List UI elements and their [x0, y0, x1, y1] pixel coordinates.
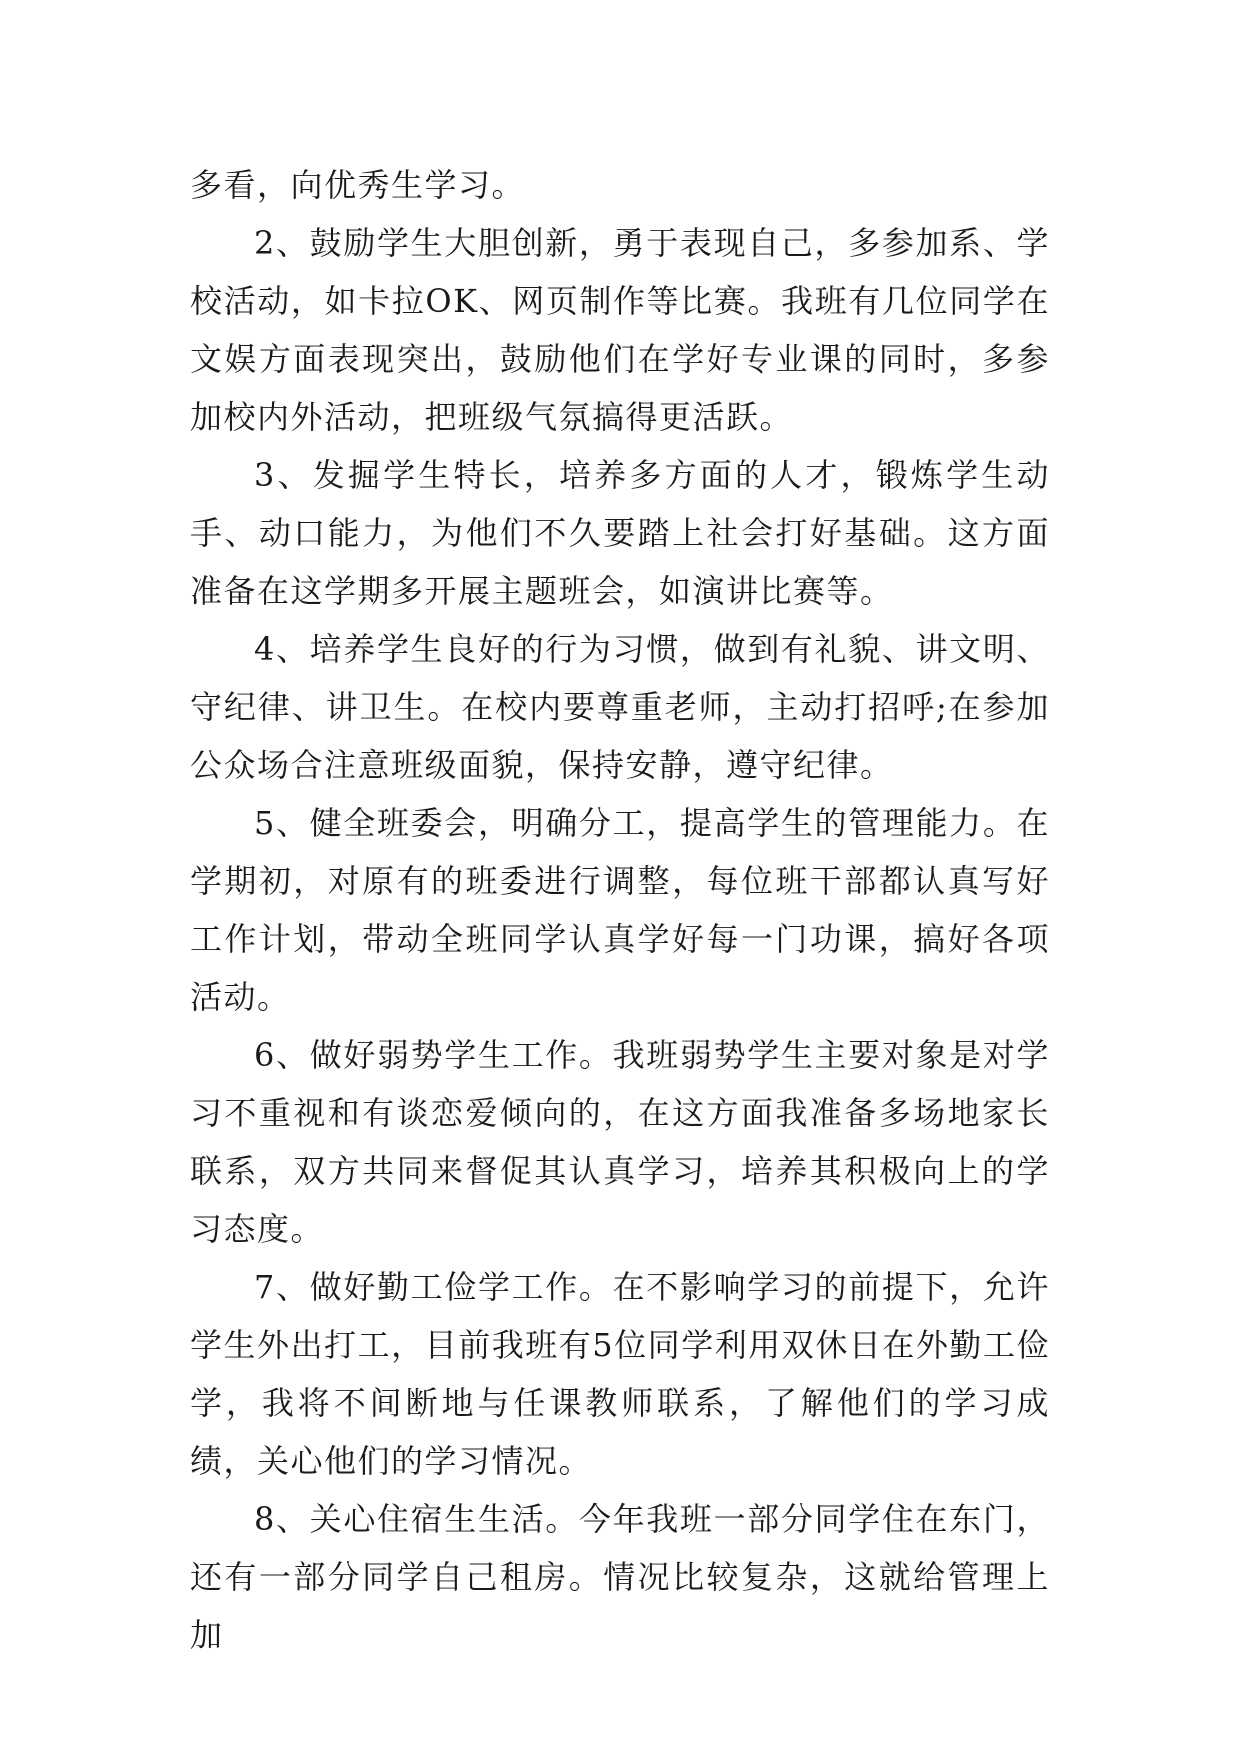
- document-body: [190, 156, 1050, 1664]
- paragraph-item-8: 8、关心住宿生生活。今年我班一部分同学住在东门，还有一部分同学自己租房。情况比较复杂，这就给管理上加: [190, 1500, 1050, 1654]
- paragraph-continuation: 多看，向优秀生学习。: [190, 166, 526, 204]
- paragraph-item-6: 6、做好弱势学生工作。我班弱势学生主要对象是对学习不重视和有谈恋爱倾向的，在这方面我准备多场地家长联系，双方共同来督促其认真学习，培养其积极向上的学习态度。: [190, 1036, 1050, 1248]
- paragraph-item-5: 5、健全班委会，明确分工，提高学生的管理能力。在学期初，对原有的班委进行调整，每位班干部都认真写好工作计划，带动全班同学认真学好每一门功课，搞好各项活动。: [190, 804, 1050, 1016]
- paragraph-item-2: 2、鼓励学生大胆创新，勇于表现自己，多参加系、学校活动，如卡拉OK、网页制作等比赛。我班有几位同学在文娱方面表现突出，鼓励他们在学好专业课的同时，多参加校内外活动，把班级气氛搞得更活跃。: [190, 224, 1050, 436]
- paragraph-item-3: 3、发掘学生特长，培养多方面的人才，锻炼学生动手、动口能力，为他们不久要踏上社会打好基础。这方面准备在这学期多开展主题班会，如演讲比赛等。: [190, 456, 1050, 610]
- paragraph-item-4: 4、培养学生良好的行为习惯，做到有礼貌、讲文明、守纪律、讲卫生。在校内要尊重老师，主动打招呼;在参加公众场合注意班级面貌，保持安静，遵守纪律。: [190, 630, 1050, 784]
- paragraph-item-7: 7、做好勤工俭学工作。在不影响学习的前提下，允许学生外出打工，目前我班有5位同学利用双休日在外勤工俭学，我将不间断地与任课教师联系，了解他们的学习成绩，关心他们的学习情况。: [190, 1268, 1050, 1480]
